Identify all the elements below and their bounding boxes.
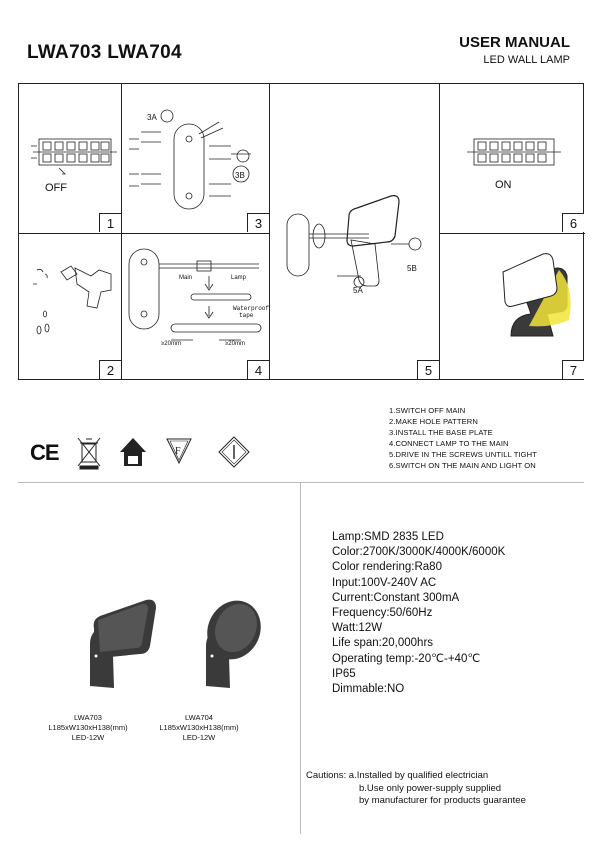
- product-power: LED-12W: [182, 733, 216, 742]
- product-model: LWA703: [74, 713, 102, 722]
- breaker-on-illustration: [467, 139, 561, 165]
- spec-input: Input:100V-240V AC: [332, 576, 437, 589]
- step-text-6: 6.SWITCH ON THE MAIN AND LIGHT ON: [389, 461, 536, 470]
- label-main: Main: [179, 275, 193, 281]
- specifications-list: [332, 530, 505, 697]
- spec-color: Color:2700K/3000K/4000K/6000K: [332, 546, 506, 559]
- step-number-4: 4: [247, 360, 269, 379]
- off-label: OFF: [45, 182, 67, 194]
- label-3a: 3A: [147, 113, 157, 122]
- weee-bin-icon: [76, 436, 102, 470]
- spec-operating-temp: Operating temp:-20℃-+40℃: [332, 652, 481, 665]
- lwa704-lamp-illustration: [198, 592, 270, 688]
- caution-line-2: b.Use only power-supply supplied: [359, 782, 502, 794]
- lamp-lit-illustration: [503, 254, 571, 336]
- step-text-2: 2.MAKE HOLE PATTERN: [389, 417, 478, 426]
- class-ii-icon: [218, 436, 250, 468]
- manual-subtitle: LED WALL LAMP: [483, 54, 570, 66]
- spec-current: Current:Constant 300mA: [332, 591, 460, 604]
- on-label: ON: [495, 179, 512, 191]
- drill-illustration: [33, 266, 111, 334]
- step-text-3: 3.INSTALL THE BASE PLATE: [389, 428, 493, 437]
- wiring-illustration: [129, 249, 261, 340]
- model-numbers: LWA703 LWA704: [27, 42, 182, 63]
- label-waterproof: Waterproof: [233, 305, 270, 312]
- product-model: LWA704: [185, 713, 213, 722]
- ce-mark-icon: CE: [30, 440, 59, 465]
- label-lamp: Lamp: [231, 275, 247, 281]
- step-number-5: 5: [417, 360, 439, 379]
- label-5a: 5A: [353, 286, 363, 295]
- step-text-1: 1.SWITCH OFF MAIN: [389, 406, 466, 415]
- base-plate-illustration: [129, 110, 251, 209]
- f-mark-icon: [165, 436, 193, 466]
- lwa703-lamp-illustration: [90, 600, 156, 688]
- strip-length-left: ≥20mm: [161, 341, 181, 347]
- step-number-2: 2: [99, 360, 121, 379]
- cautions: [306, 770, 526, 808]
- product-dimensions: L185xW130xH138(mm): [159, 723, 239, 732]
- step-text-4: 4.CONNECT LAMP TO THE MAIN: [389, 439, 509, 448]
- spec-life-span: Life span:20,000hrs: [332, 637, 434, 650]
- product-power: LED-12W: [71, 733, 105, 742]
- label-5b: 5B: [407, 264, 417, 273]
- product-label-lwa703: [33, 713, 143, 743]
- caution-line-1: Cautions: a.Installed by qualified electrician: [306, 770, 489, 781]
- label-tape: tape: [239, 312, 254, 319]
- breaker-off-illustration: [31, 139, 117, 174]
- product-dimensions: L185xW130xH138(mm): [48, 723, 128, 732]
- step-number-7: 7: [562, 360, 584, 379]
- step-number-6: 6: [562, 213, 584, 232]
- installation-steps: [389, 405, 537, 471]
- lamp-assembly-illustration: [287, 196, 421, 287]
- spec-color-rendering: Color rendering:Ra80: [332, 561, 442, 574]
- step-number-1: 1: [99, 213, 121, 232]
- strip-length-right: ≥20mm: [225, 341, 245, 347]
- installation-diagram: [18, 83, 584, 380]
- spec-ip-rating: IP65: [332, 667, 356, 680]
- product-illustrations: [80, 590, 280, 700]
- spec-lamp: Lamp:SMD 2835 LED: [332, 531, 444, 543]
- f-mark-letter: F: [175, 446, 181, 457]
- step-text-5: 5.DRIVE IN THE SCREWS UNTILL TIGHT: [389, 450, 537, 459]
- spec-frequency: Frequency:50/60Hz: [332, 607, 433, 620]
- manual-title: USER MANUAL: [459, 34, 570, 51]
- step-number-3: 3: [247, 213, 269, 232]
- column-divider: [300, 482, 301, 834]
- caution-line-3: by manufacturer for products guarantee: [359, 795, 526, 806]
- product-label-lwa704: [144, 713, 254, 743]
- spec-watt: Watt:12W: [332, 622, 383, 635]
- spec-dimmable: Dimmable:NO: [332, 683, 405, 696]
- indoor-outdoor-icon: [118, 436, 148, 470]
- label-3b: 3B: [235, 171, 245, 180]
- section-divider: [18, 482, 584, 483]
